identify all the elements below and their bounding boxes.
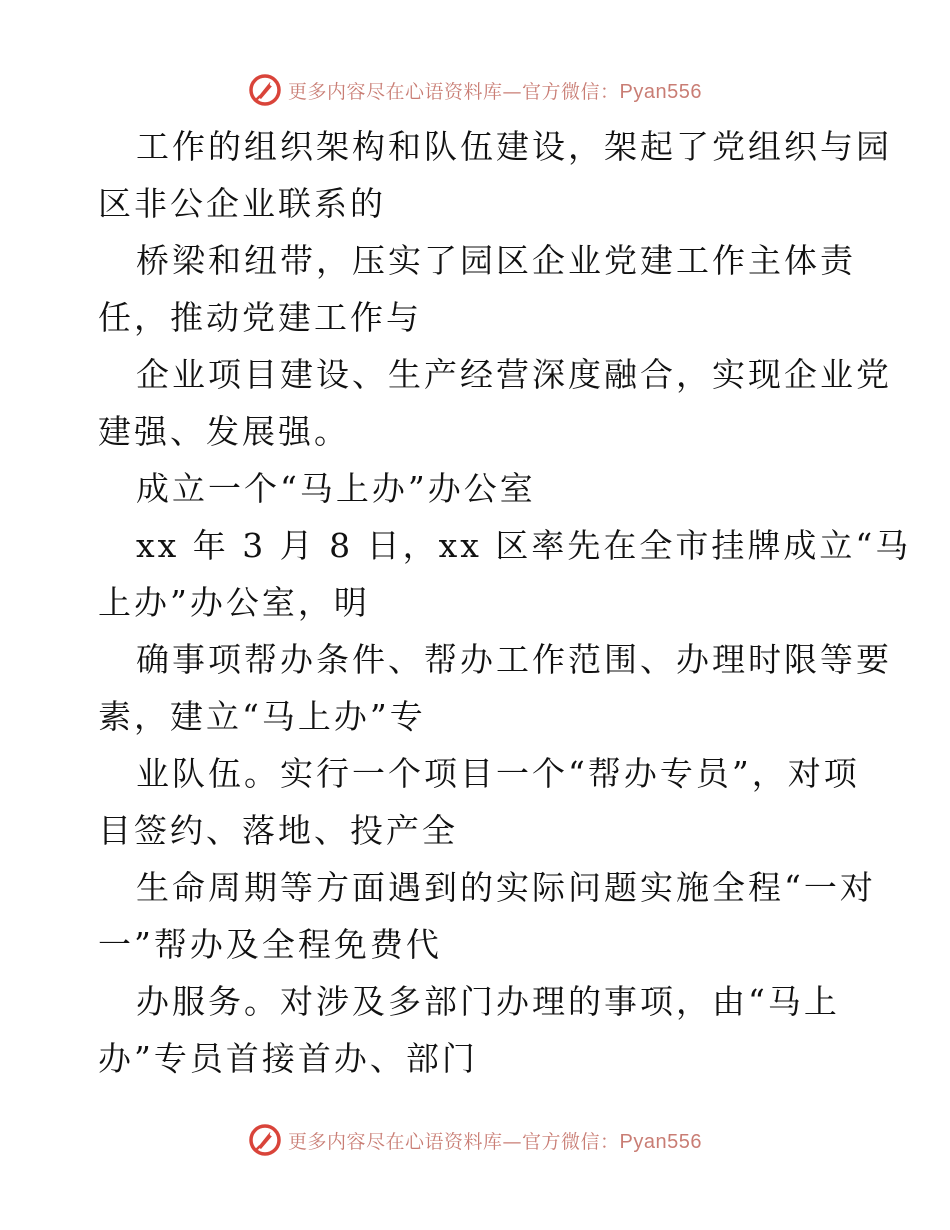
text-line: 建强、发展强。 (98, 412, 350, 451)
watermark-text: 更多内容尽在心语资料库—官方微信：Pyan556 (288, 1130, 702, 1153)
text-line: 上办”办公室，明 (98, 583, 370, 622)
quill-logo-icon (248, 73, 282, 107)
text-line: 生命周期等方面遇到的实际问题实施全程“一对 (136, 868, 876, 907)
document-body (98, 118, 912, 1087)
text-line: 办服务。对涉及多部门办理的事项，由“马上 (136, 982, 840, 1021)
text-line: 素，建立“马上办”专 (98, 697, 426, 736)
section-heading: 成立一个“马上办”办公室 (136, 469, 536, 508)
text-line: 确事项帮办条件、帮办工作范围、办理时限等要 (136, 640, 892, 679)
text-line: 工作的组织架构和队伍建设，架起了党组织与园 (136, 127, 892, 166)
text-line: 桥梁和纽带，压实了园区企业党建工作主体责 (136, 241, 856, 280)
text-line: 企业项目建设、生产经营深度融合，实现企业党 (136, 355, 892, 394)
footer-watermark (0, 1120, 950, 1160)
header-watermark (0, 70, 950, 110)
text-line: 目签约、落地、投产全 (98, 811, 458, 850)
watermark-text: 更多内容尽在心语资料库—官方微信：Pyan556 (288, 80, 702, 103)
text-line: 一”帮办及全程免费代 (98, 925, 442, 964)
quill-logo-icon (248, 1123, 282, 1157)
text-line: 任，推动党建工作与 (98, 298, 422, 337)
text-line: 办”专员首接首办、部门 (98, 1039, 478, 1078)
text-line: xx 年 3 月 8 日，xx 区率先在全市挂牌成立“马 (136, 526, 912, 565)
text-line: 业队伍。实行一个项目一个“帮办专员”，对项 (136, 754, 860, 793)
text-line: 区非公企业联系的 (98, 184, 386, 223)
